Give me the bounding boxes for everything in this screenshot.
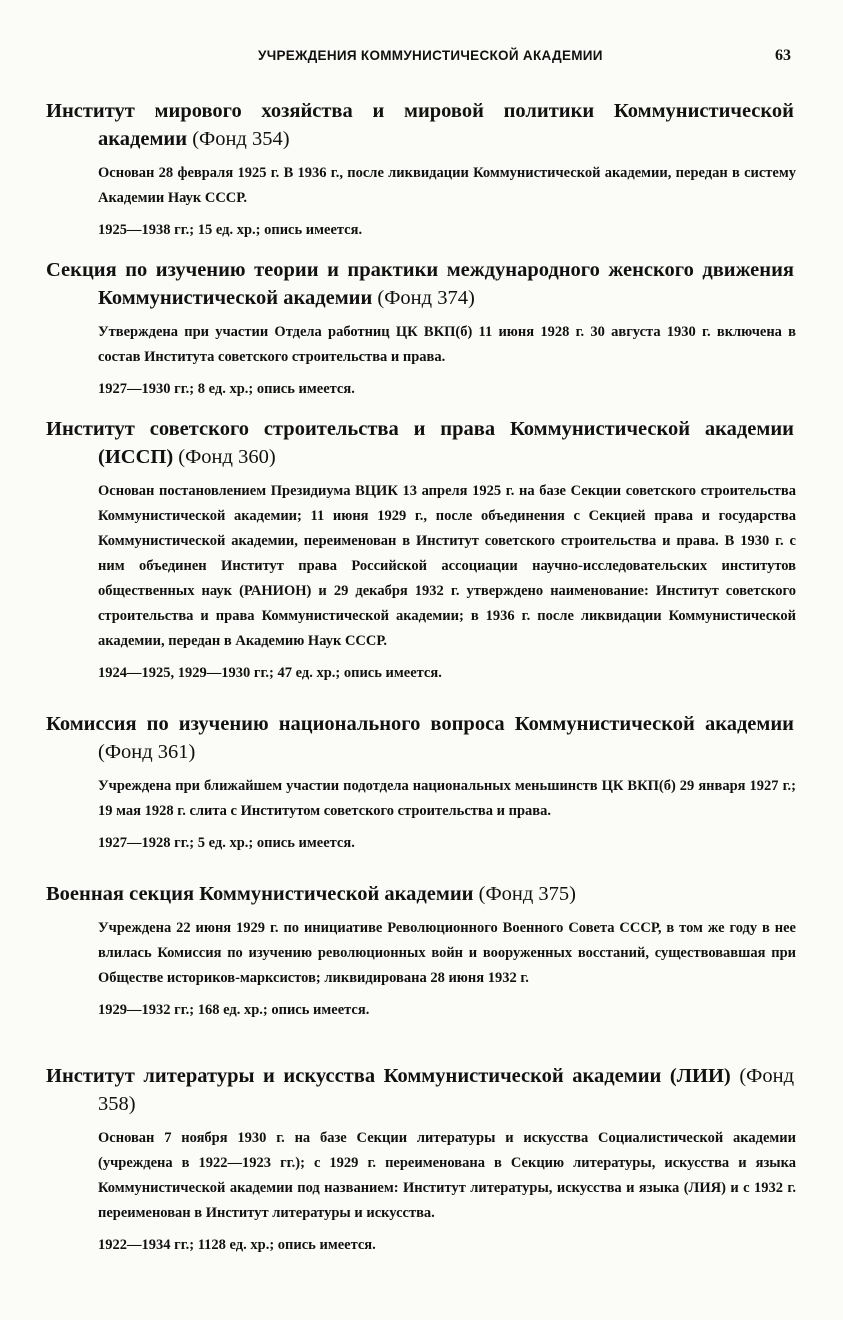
entry-holdings: 1925—1938 гг.; 15 ед. хр.; опись имеется. — [98, 222, 363, 238]
entry-title — [0, 1062, 794, 1118]
entry-description: Учреждена при ближайшем участии подотдела национальных меньшинств ЦК ВКП(б) 29 января 1927 г.; 19 мая 1928 г. слита с Институтом советского строительства и права. — [98, 778, 796, 819]
entry-holdings: 1924—1925, 1929—1930 гг.; 47 ед. хр.; опись имеется. — [98, 665, 442, 681]
fund-number: (Фонд 375) — [478, 883, 576, 905]
entry-title — [0, 710, 794, 766]
archive-entry — [0, 880, 843, 1021]
entry-title — [0, 880, 794, 908]
archive-entry — [0, 710, 843, 854]
running-head — [0, 48, 843, 68]
entry-description: Основан 28 февраля 1925 г. В 1936 г., после ликвидации Коммунистической академии, передан в систему Академии Наук СССР. — [98, 165, 796, 206]
entry-holdings: 1927—1928 гг.; 5 ед. хр.; опись имеется. — [98, 835, 355, 851]
entry-title-text: Институт литературы и искусства Коммунистической академии (ЛИИ) — [46, 1065, 731, 1087]
fund-number: (Фонд 358) — [98, 1065, 795, 1115]
running-title: УЧРЕЖДЕНИЯ КОММУНИСТИЧЕСКОЙ АКАДЕМИИ — [258, 48, 603, 63]
page-number: 63 — [775, 47, 791, 64]
archive-entry — [0, 415, 843, 684]
entry-description: Утверждена при участии Отдела работниц ЦК ВКП(б) 11 июня 1928 г. 30 августа 1930 г. включена в состав Института советского строительства и права. — [98, 324, 796, 365]
fund-number: (Фонд 361) — [98, 741, 196, 763]
entry-holdings: 1922—1934 гг.; 1128 ед. хр.; опись имеется. — [98, 1237, 376, 1253]
entry-title — [0, 256, 794, 312]
entry-title — [0, 415, 794, 471]
archive-entry — [0, 256, 843, 400]
entry-holdings: 1927—1930 гг.; 8 ед. хр.; опись имеется. — [98, 381, 355, 397]
entry-description: Учреждена 22 июня 1929 г. по инициативе Революционного Военного Совета СССР, в том же году в нее влилась Комиссия по изучению революционных войн и вооруженных восстаний, существовавшая при Обществе историков-марксистов; ликвидирована 28 июня 1932 г. — [98, 920, 796, 986]
entry-title-text: Комиссия по изучению национального вопроса Коммунистической академии — [46, 713, 794, 735]
archive-entry — [0, 1062, 843, 1256]
fund-number: (Фонд 360) — [178, 446, 276, 468]
entry-description: Основан 7 ноября 1930 г. на базе Секции литературы и искусства Социалистической академии (учреждена в 1922—1923 гг.); с 1929 г. переименована в Секцию литературы, искусства и языка Коммунистической академии под названием: Институт литературы, искусства и языка (ЛИЯ) и с 1932 г. переименован в Институт литературы и искусства. — [98, 1130, 796, 1221]
fund-number: (Фонд 374) — [377, 287, 475, 309]
entry-title-text: Секция по изучению теории и практики международного женского движения Коммунистической академии — [46, 259, 794, 309]
archive-entry — [0, 97, 843, 241]
entry-title — [0, 97, 794, 153]
entry-title-text: Военная секция Коммунистической академии — [46, 883, 474, 905]
entry-holdings: 1929—1932 гг.; 168 ед. хр.; опись имеется. — [98, 1002, 370, 1018]
entry-description: Основан постановлением Президиума ВЦИК 13 апреля 1925 г. на базе Секции советского строительства Коммунистической академии; 11 июня 1929 г., после объединения с Секцией права и государства Коммунистической академии, переименован в Институт советского строительства и права. В 1930 г. с ним объединен Институт права Российской ассоциации научно-исследовательских институтов общественных наук (РАНИОН) и 29 декабря 1932 г. утверждено наименование: Институт советского строительства и права Коммунистической академии; в 1936 г. после ликвидации Коммунистической академии, передан в Академию Наук СССР. — [98, 483, 796, 649]
fund-number: (Фонд 354) — [192, 128, 290, 150]
entry-title-text: Институт советского строительства и права Коммунистической академии (ИССП) — [46, 418, 794, 468]
entry-title-text: Институт мирового хозяйства и мировой политики Коммунистической академии — [46, 100, 794, 150]
